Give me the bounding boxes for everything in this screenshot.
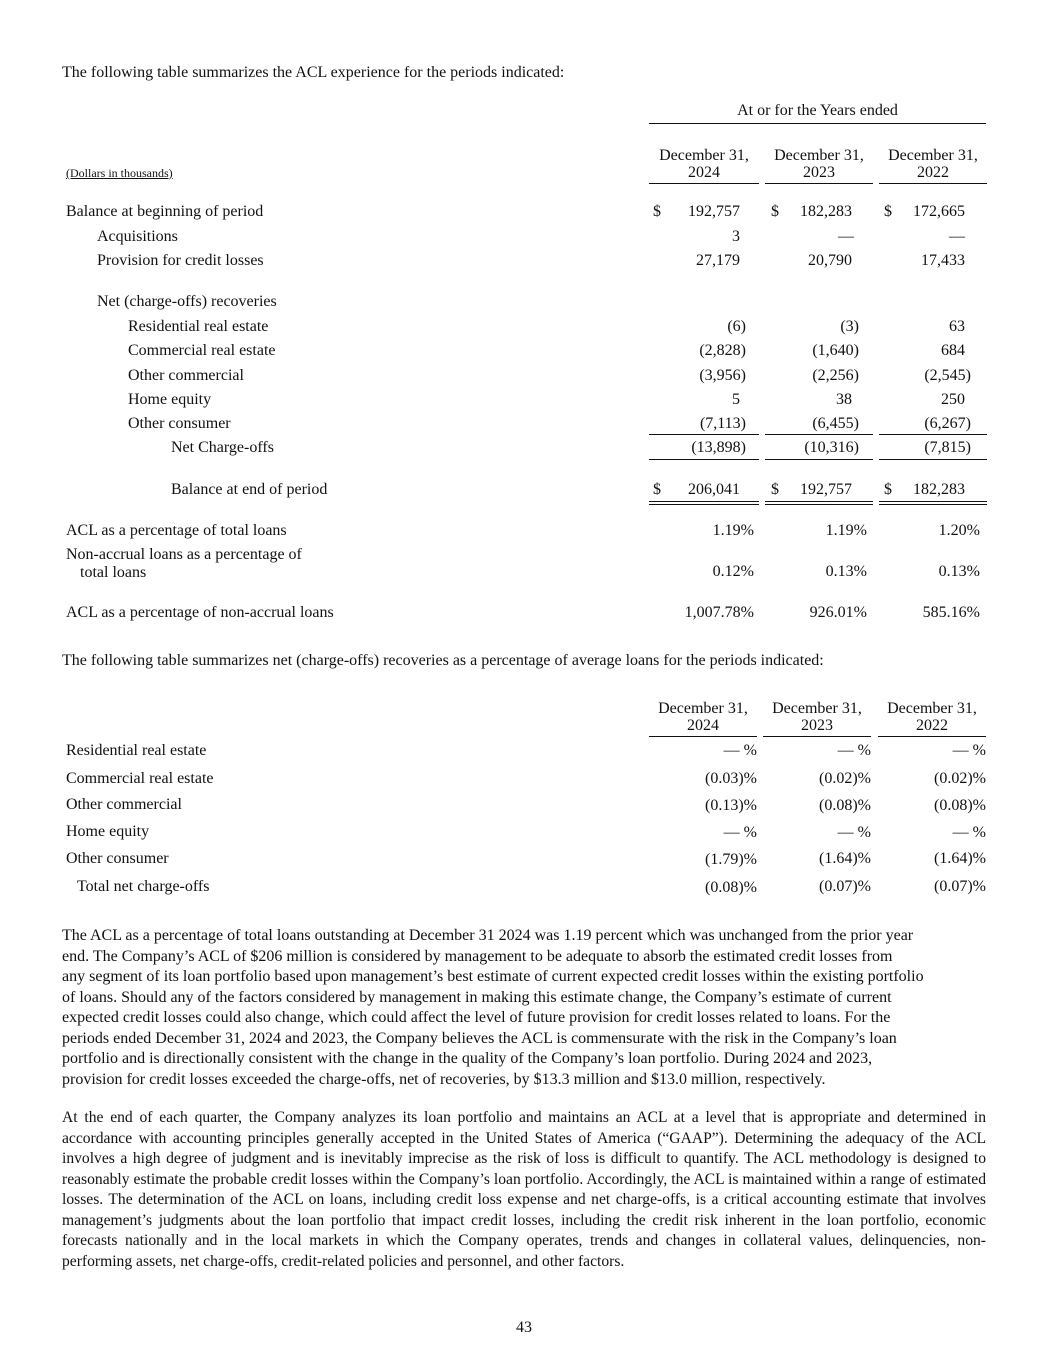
table1-cell: 38 xyxy=(836,391,852,408)
table2-cell: (1.64)% xyxy=(819,850,871,867)
col-header-line1: December 31, xyxy=(658,700,748,717)
table2-row-label: Home equity xyxy=(66,823,150,840)
table1-row-label: Net Charge-offs xyxy=(171,439,274,456)
col-header-line2: 2022 xyxy=(916,717,948,734)
table1-row-label: ACL as a percentage of non-accrual loans xyxy=(66,604,334,621)
table2-cell: — % xyxy=(723,824,757,841)
table1-row-label: Acquisitions xyxy=(97,228,178,245)
paragraph-line: The ACL as a percentage of total loans outstanding at December 31 2024 was 1.19 percent which was unchanged from the prior year xyxy=(62,927,914,944)
col-header-line2: 2024 xyxy=(687,717,719,734)
table2-cell: (0.07)% xyxy=(819,878,871,895)
table2-row-label: Other commercial xyxy=(66,796,182,813)
table1-row-label: Balance at beginning of period xyxy=(66,203,264,220)
table1-row-label-cont: total loans xyxy=(80,564,147,581)
table1-cell: 172,665 xyxy=(913,203,965,220)
table2-row-label: Other consumer xyxy=(66,850,169,867)
table1-cell: 206,041 xyxy=(688,481,740,498)
table1-row-label: Other commercial xyxy=(128,367,244,384)
table1-header-rule xyxy=(649,183,759,184)
table2-cell: (0.08)% xyxy=(705,879,757,896)
dollar-sign: $ xyxy=(884,481,892,498)
table2-row-label: Residential real estate xyxy=(66,742,207,759)
intro-text-2: The following table summarizes net (charge-offs) recoveries as a percentage of average loans for the periods indicated: xyxy=(62,652,824,669)
table1-cell: 192,757 xyxy=(688,203,740,220)
table1-cell: — xyxy=(838,228,854,245)
col-header-line1: December 31, xyxy=(774,147,864,164)
table2-cell: (1.64)% xyxy=(934,850,986,867)
table2-col-header-2024 xyxy=(649,700,757,734)
col-header-line1: December 31, xyxy=(888,147,978,164)
table1-cell: 684 xyxy=(941,342,965,359)
table1-group-header: At or for the Years ended xyxy=(737,102,898,119)
table1-cell: 3 xyxy=(732,228,740,245)
table1-cell: 1.19% xyxy=(712,522,754,539)
table1-cell: 182,283 xyxy=(800,203,852,220)
paragraph-line: expected credit losses could also change, which could affect the level of future provision for credit losses related to loans. For the xyxy=(62,1009,891,1026)
table1-cell: 1,007.78% xyxy=(684,604,754,621)
paragraph-line: provision for credit losses exceeded the charge-offs, net of recoveries, by $13.3 million and $13.0 million, respectively. xyxy=(62,1070,826,1088)
dollar-sign: $ xyxy=(653,481,661,498)
table1-subtotal-rule xyxy=(879,434,987,435)
table1-total-double-rule xyxy=(649,504,759,505)
table1-cell: (6,267) xyxy=(924,415,971,432)
table1-cell: 182,283 xyxy=(913,481,965,498)
table1-row-label: Home equity xyxy=(128,391,212,408)
table1-total-double-rule xyxy=(765,501,873,502)
table1-total-double-rule xyxy=(879,504,987,505)
table1-cell: 192,757 xyxy=(800,481,852,498)
table1-cell: (1,640) xyxy=(812,342,859,359)
table1-subtotal-rule xyxy=(879,459,987,460)
paragraph-line: portfolio and is directionally consistent with the change in the quality of the Company’s loan portfolio. During 2024 and 2023, xyxy=(62,1050,873,1067)
dollar-sign: $ xyxy=(771,203,779,220)
table1-header-rule xyxy=(879,183,987,184)
table1-row-label: Residential real estate xyxy=(128,318,269,335)
table1-cell: 0.12% xyxy=(712,563,754,580)
table2-row-label: Total net charge-offs xyxy=(77,878,210,895)
table2-cell: — % xyxy=(837,824,871,841)
table1-cell: 1.20% xyxy=(938,522,980,539)
table2-col-header-2022 xyxy=(878,700,986,734)
col-header-line1: December 31, xyxy=(772,700,862,717)
table1-cell: 20,790 xyxy=(808,252,852,269)
table2-cell: — % xyxy=(952,824,986,841)
table1-row-label: Provision for credit losses xyxy=(97,252,264,269)
table1-cell: 63 xyxy=(949,318,965,335)
table2-cell: — % xyxy=(952,742,986,759)
col-header-line2: 2023 xyxy=(801,717,833,734)
table2-header-rule xyxy=(763,736,871,737)
table2-header-rule xyxy=(878,736,986,737)
table1-cell: (10,316) xyxy=(804,439,859,456)
table1-cell: (7,113) xyxy=(699,415,746,432)
table1-subtotal-rule xyxy=(765,459,873,460)
table2-cell: (0.08)% xyxy=(934,797,986,814)
table1-row-label: Balance at end of period xyxy=(171,481,328,498)
table1-cell: 17,433 xyxy=(921,252,965,269)
table1-cell: (3,956) xyxy=(699,367,746,384)
table2-cell: (1.79)% xyxy=(705,851,757,868)
table1-cell: (6,455) xyxy=(812,415,859,432)
table1-cell: 5 xyxy=(732,391,740,408)
table1-cell: — xyxy=(949,228,965,245)
table2-cell: — % xyxy=(837,742,871,759)
paragraph-line: of loans. Should any of the factors considered by management in making this estimate change, the Company’s estimate of current xyxy=(62,988,892,1006)
paragraph-line: any segment of its loan portfolio based upon management’s best estimate of current expected credit losses within the existing portfolio xyxy=(62,968,924,985)
table1-col-header-2024 xyxy=(649,147,759,181)
table1-cell: 250 xyxy=(941,391,965,408)
table2-cell: (0.02)% xyxy=(819,770,871,787)
table1-cell: 585.16% xyxy=(922,604,980,621)
table2-col-header-2023 xyxy=(763,700,871,734)
table1-cell: (13,898) xyxy=(691,439,746,456)
dollar-sign: $ xyxy=(771,481,779,498)
table1-total-double-rule xyxy=(765,504,873,505)
table2-cell: (0.07)% xyxy=(934,878,986,895)
table1-cell: 0.13% xyxy=(938,563,980,580)
table2-row-label: Commercial real estate xyxy=(66,770,214,787)
paragraph-line: periods ended December 31, 2024 and 2023, the Company believes the ACL is commensurate with the risk in the Company’s loan xyxy=(62,1029,897,1047)
table1-cell: (2,256) xyxy=(812,367,859,384)
table2-cell: — % xyxy=(723,742,757,759)
page-number: 43 xyxy=(516,1319,532,1336)
table1-cell: (2,828) xyxy=(699,342,746,359)
table1-cell: (3) xyxy=(840,318,859,335)
paragraph-line: end. The Company’s ACL of $206 million is considered by management to be adequate to absorb the estimated credit losses from xyxy=(62,947,893,965)
table2-header-rule xyxy=(649,736,757,737)
table1-row-label: Net (charge-offs) recoveries xyxy=(97,293,277,310)
table1-header-rule xyxy=(765,183,873,184)
table1-cell: (2,545) xyxy=(924,367,971,384)
table1-row-label: Commercial real estate xyxy=(128,342,276,359)
table2-cell: (0.02)% xyxy=(934,770,986,787)
paragraph-acl-summary xyxy=(62,926,986,1090)
table1-cell: (7,815) xyxy=(924,439,971,456)
table1-row-label: Other consumer xyxy=(128,415,231,432)
dollar-sign: $ xyxy=(884,203,892,220)
col-header-line2: 2023 xyxy=(803,164,835,181)
col-header-line2: 2024 xyxy=(688,164,720,181)
table1-cell: 27,179 xyxy=(696,252,740,269)
table2-cell: (0.08)% xyxy=(819,797,871,814)
table1-total-double-rule xyxy=(879,501,987,502)
col-header-line1: December 31, xyxy=(659,147,749,164)
table1-row-label: Non-accrual loans as a percentage of xyxy=(66,546,302,563)
table1-total-double-rule xyxy=(649,501,759,502)
col-header-line1: December 31, xyxy=(887,700,977,717)
table1-cell: 0.13% xyxy=(825,563,867,580)
table1-cell: 926.01% xyxy=(809,604,867,621)
table2-cell: (0.13)% xyxy=(705,797,757,814)
paragraph-acl-methodology: At the end of each quarter, the Company analyzes its loan portfolio and maintains an ACL at a level that is appropriate and determined in accordance with accounting principles generally accepted in the United States of America (“GAAP”). Determining the adequacy of the ACL involves a high degree of judgment and is inevitably imprecise as the risk of loss is difficult to quantify. The ACL methodology is designed to reasonably estimate the probable credit losses within the Company’s loan portfolio. Accordingly, the ACL is maintained within a range of estimated losses. The determination of the ACL on loans, including credit loss expense and net charge-offs, is a critical accounting estimate that involves management’s judgments about the loan portfolio that impact credit losses, including the credit risk inherent in the loan portfolio, economic forecasts nationally and in the local markets in which the Company operates, trends and changes in collateral values, delinquencies, non-performing assets, net charge-offs, credit-related policies and personnel, and other factors. xyxy=(62,1109,986,1270)
table1-row-label: ACL as a percentage of total loans xyxy=(66,522,287,539)
table1-col-header-2022 xyxy=(879,147,987,181)
table1-cell: 1.19% xyxy=(825,522,867,539)
table1-units-label: (Dollars in thousands) xyxy=(66,166,173,180)
table1-col-header-2023 xyxy=(765,147,873,181)
col-header-line2: 2022 xyxy=(917,164,949,181)
table1-cell: (6) xyxy=(727,318,746,335)
table1-subtotal-rule xyxy=(649,459,759,460)
table2-cell: (0.03)% xyxy=(705,770,757,787)
intro-text-1: The following table summarizes the ACL experience for the periods indicated: xyxy=(62,64,565,81)
table1-subtotal-rule xyxy=(649,434,759,435)
table1-subtotal-rule xyxy=(765,434,873,435)
dollar-sign: $ xyxy=(653,203,661,220)
table1-group-rule xyxy=(649,123,986,124)
